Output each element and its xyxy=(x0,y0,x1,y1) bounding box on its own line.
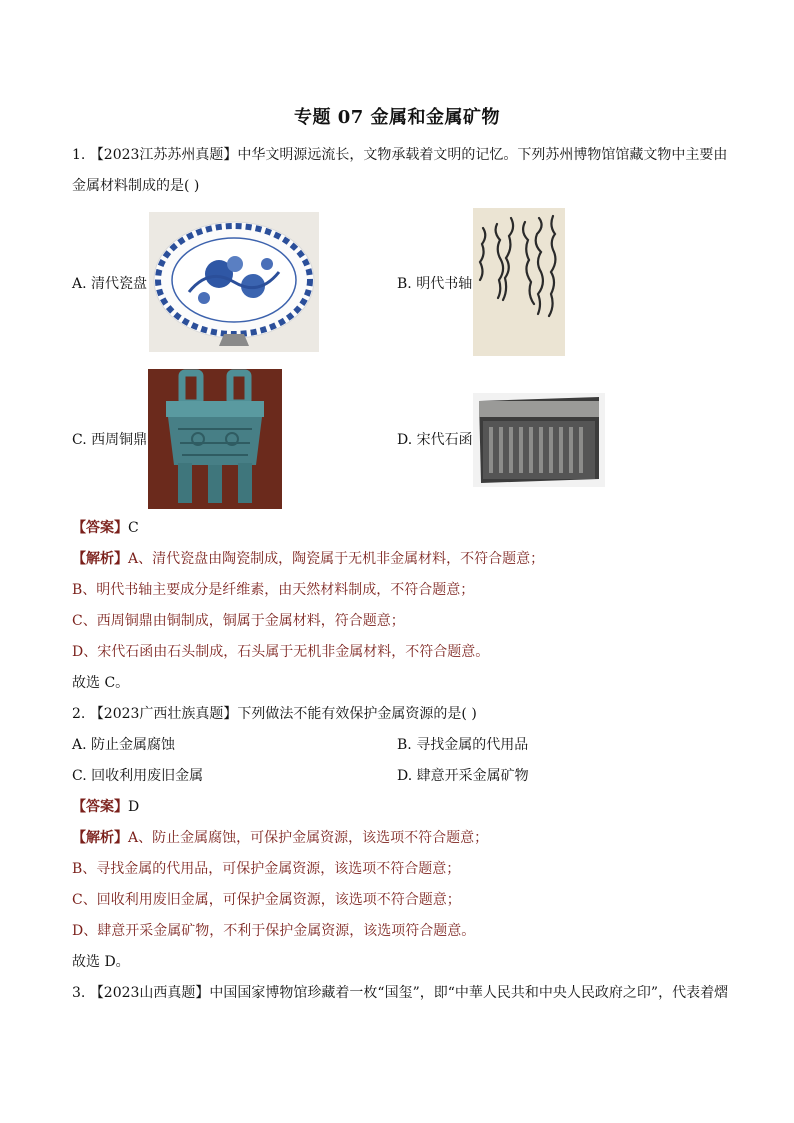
q1-stem-line2: 金属材料制成的是( ) xyxy=(72,178,200,194)
q1-analysis-line3: C、西周铜鼎由铜制成，铜属于金属材料，符合题意； xyxy=(72,613,405,629)
bronze-ding-image xyxy=(148,369,282,509)
q2-analysis-line4: D、肆意开采金属矿物，不利于保护金属资源，该选项符合题意。 xyxy=(72,923,476,939)
q1-analysis-line4: D、宋代石函由石头制成，石头属于无机非金属材料，不符合题意。 xyxy=(72,644,490,660)
q1-answer xyxy=(72,518,139,538)
q2-option-a: A. 防止金属腐蚀 xyxy=(72,737,176,753)
q1-option-c: C. 西周铜鼎 xyxy=(72,432,148,448)
q2-analysis-text-1: A、防止金属腐蚀，可保护金属资源，该选项不符合题意； xyxy=(128,830,489,846)
q2-option-c: C. 回收利用废旧金属 xyxy=(72,768,204,784)
q1-stem-line1: 1. 【2023江苏苏州真题】中华文明源远流长，文物承载着文明的记忆。下列苏州博物馆馆藏文物中主要由 xyxy=(72,147,728,163)
q2-analysis-line1 xyxy=(72,828,488,848)
calligraphy-scroll-image xyxy=(473,208,565,356)
q2-analysis-line2: B、寻找金属的代用品，可保护金属资源，该选项不符合题意； xyxy=(72,861,461,877)
stone-box-image xyxy=(473,393,605,487)
q2-answer-value: D xyxy=(128,799,140,815)
porcelain-plate-image xyxy=(149,212,319,352)
q1-answer-value: C xyxy=(128,520,139,536)
q1-analysis-line2: B、明代书轴主要成分是纤维素，由天然材料制成，不符合题意； xyxy=(72,582,475,598)
q2-answer xyxy=(72,797,139,817)
q1-conclusion: 故选 C。 xyxy=(72,675,130,691)
q1-analysis-line1 xyxy=(72,549,544,569)
q1-option-a: A. 清代瓷盘 xyxy=(72,276,148,292)
q2-conclusion: 故选 D。 xyxy=(72,954,130,970)
q1-analysis-tag: 【解析】 xyxy=(72,551,128,567)
q1-option-d: D. 宋代石函 xyxy=(397,432,473,448)
q2-option-b: B. 寻找金属的代用品 xyxy=(397,737,529,753)
q3-stem: 3. 【2023山西真题】中国国家博物馆珍藏着一枚“国玺”，即“中華人民共和中央人民政府之印”，代表着熠 xyxy=(72,985,729,1001)
q2-analysis-line3: C、回收利用废旧金属，可保护金属资源，该选项不符合题意； xyxy=(72,892,461,908)
q1-option-b: B. 明代书轴 xyxy=(397,276,473,292)
q1-analysis-text-1: A、清代瓷盘由陶瓷制成，陶瓷属于无机非金属材料，不符合题意； xyxy=(128,551,545,567)
q2-option-d: D. 肆意开采金属矿物 xyxy=(397,768,529,784)
q2-answer-tag: 【答案】 xyxy=(72,799,128,815)
q1-answer-tag: 【答案】 xyxy=(72,520,128,536)
q2-stem: 2. 【2023广西壮族真题】下列做法不能有效保护金属资源的是( ) xyxy=(72,706,477,722)
q2-analysis-tag: 【解析】 xyxy=(72,830,128,846)
page-title: 专题 07 金属和金属矿物 xyxy=(293,107,501,128)
